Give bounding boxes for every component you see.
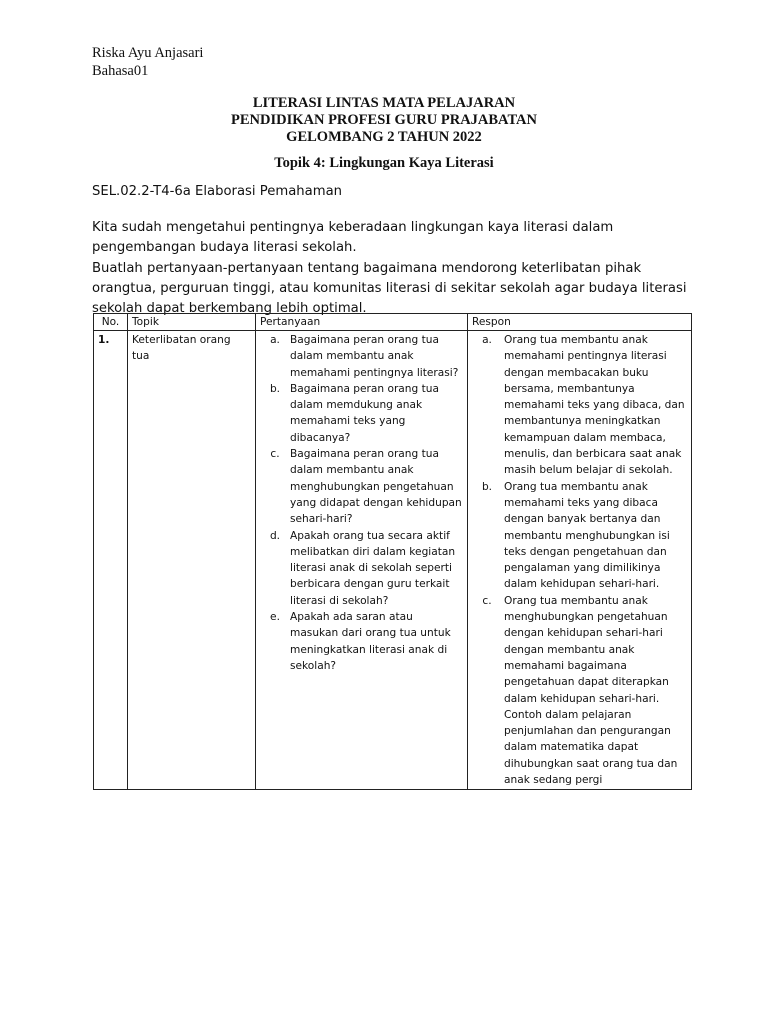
response-text: Orang tua membantu anak memahami pentingnya literasi dengan membacakan buku bersama, membantunya memahami teks yang dibaca, dan membantunya meningkatkan kemampuan dalam membaca, menulis, dan berbicara saat anak masih belum belajar di sekolah.: [504, 334, 685, 477]
document-title: [0, 95, 768, 146]
author-block: [92, 44, 203, 80]
question-text: Bagaimana peran orang tua dalam memdukung anak memahami teks yang dibacanya?: [290, 382, 439, 444]
question-marker: c.: [270, 448, 280, 461]
question-marker: e.: [270, 611, 280, 624]
question-marker: d.: [269, 529, 281, 542]
question-text: Apakah orang tua secara aktif melibatkan diri dalam kegiatan literasi anak di sekolah seperti berbicara dengan guru terkait literasi di sekolah?: [290, 529, 456, 607]
response-text: Orang tua membantu anak menghubungkan pengetahuan dengan kehidupan sehari-hari dengan membantu anak memahami bagaimana pengetahuan dapat diterapkan dalam kehidupan sehari-hari. Contoh dalam pelajaran penjumlahan dan pengurangan dalam matematika dapat dihubungkan saat orang tua dan anak sedang pergi: [504, 594, 678, 787]
responses-cell: [468, 331, 692, 790]
intro-paragraph-2: Buatlah pertanyaan-pertanyaan tentang bagaimana mendorong keterlibatan pihak orangtua, perguruan tinggi, atau komunitas literasi di sekitar sekolah agar budaya literasi sekolah dapat berkembang lebih optimal.: [92, 260, 687, 317]
response-marker: c.: [482, 594, 492, 607]
table-header-row: [94, 314, 692, 331]
title-line-3: GELOMBANG 2 TAHUN 2022: [286, 129, 482, 145]
question-text: Apakah ada saran atau masukan dari orang tua untuk meningkatkan literasi anak di sekolah?: [290, 611, 451, 672]
topic-heading: Topik 4: Lingkungan Kaya Literasi: [274, 155, 494, 171]
questions-table: [93, 313, 692, 790]
response-item: [472, 332, 687, 479]
question-marker: a.: [270, 334, 280, 346]
question-text: Bagaimana peran orang tua dalam membantu anak memahami pentingnya literasi?: [290, 334, 459, 379]
row-topic: Keterlibatan orang tua: [128, 331, 256, 790]
question-item: [260, 332, 463, 381]
author-class: Bahasa01: [92, 63, 149, 79]
response-item: [472, 479, 687, 593]
response-marker: b.: [481, 480, 493, 493]
header-no: No.: [94, 314, 128, 331]
response-text: Orang tua membantu anak memahami teks yang dibaca dengan banyak bertanya dan membantu menghubungkan isi teks dengan pengetahuan dan pengalaman yang dimilikinya dalam kehidupan sehari-hari.: [504, 480, 670, 591]
response-marker: a.: [482, 334, 492, 346]
header-response: Respon: [468, 314, 692, 331]
question-item: [260, 528, 463, 609]
question-text: Bagaimana peran orang tua dalam membantu anak menghubungkan pengetahuan yang didapat dengan kehidupan sehari-hari?: [290, 448, 462, 526]
questions-cell: [256, 331, 468, 790]
title-line-2: PENDIDIKAN PROFESI GURU PRAJABATAN: [231, 112, 537, 128]
section-heading: SEL.02.2-T4-6a Elaborasi Pemahaman: [92, 184, 343, 199]
question-item: [260, 381, 463, 446]
response-item: [472, 593, 687, 789]
question-item: [260, 609, 463, 674]
intro-paragraph-1: Kita sudah mengetahui pentingnya keberadaan lingkungan kaya literasi dalam pengembangan budaya literasi sekolah.: [92, 220, 614, 256]
header-questions: Pertanyaan: [256, 314, 468, 331]
row-number: 1.: [94, 331, 128, 790]
question-marker: b.: [269, 382, 281, 395]
table-row: [94, 331, 692, 790]
header-topic: Topik: [128, 314, 256, 331]
author-name: Riska Ayu Anjasari: [92, 45, 204, 61]
questions-list: [260, 332, 463, 674]
question-item: [260, 446, 463, 527]
title-line-1: LITERASI LINTAS MATA PELAJARAN: [252, 95, 516, 111]
responses-list: [472, 332, 687, 788]
intro-text: [92, 218, 692, 319]
